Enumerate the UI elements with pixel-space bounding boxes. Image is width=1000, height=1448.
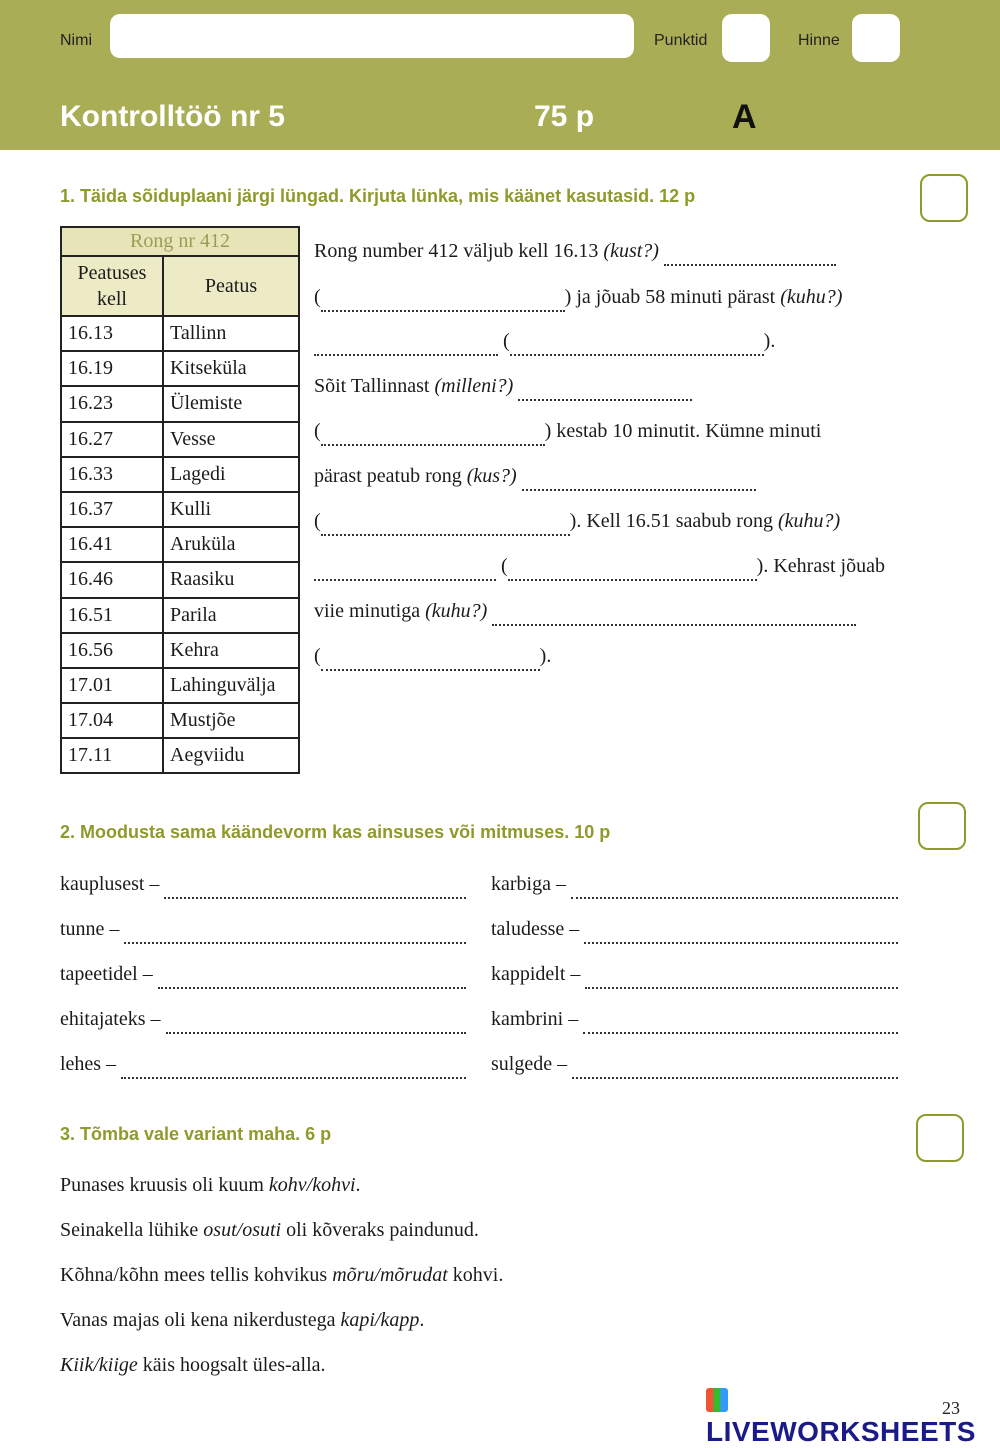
timetable-row	[61, 598, 299, 633]
source-word: tapeetidel –	[60, 963, 153, 985]
word-answer[interactable]	[124, 920, 466, 944]
timetable-row	[61, 386, 299, 421]
liveworksheets-logo: LIVEWORKSHEETS	[706, 1384, 1000, 1448]
stop-name: Lagedi	[163, 457, 299, 492]
word-row	[491, 918, 898, 944]
variant-letter: A	[732, 98, 757, 136]
stop-name: Vesse	[163, 422, 299, 457]
stop-name: Raasiku	[163, 562, 299, 597]
source-word: taludesse –	[491, 918, 580, 940]
text-line: ( ).	[314, 645, 551, 671]
stop-name: Kulli	[163, 492, 299, 527]
text-line: ( ) ja jõuab 58 minuti pärast (kuhu?)	[314, 286, 842, 312]
variant-choice[interactable]: mõru/mõrudat	[332, 1264, 448, 1286]
word-answer[interactable]	[164, 875, 466, 899]
timetable-row	[61, 738, 299, 773]
stop-name: Ülemiste	[163, 386, 299, 421]
word-answer[interactable]	[583, 1010, 898, 1034]
timetable-caption: Rong nr 412	[61, 227, 299, 256]
task1-heading: 1. Täida sõiduplaani järgi lüngad. Kirjuta lünka, mis käänet kasutasid. 12 p	[60, 186, 696, 206]
stop-name: Parila	[163, 598, 299, 633]
stop-name: Aegviidu	[163, 738, 299, 773]
stop-time: 16.23	[61, 386, 163, 421]
sentence: Kiik/kiige käis hoogsalt üles-alla.	[60, 1354, 326, 1376]
case-2[interactable]	[510, 332, 764, 356]
stop-time: 16.51	[61, 598, 163, 633]
timetable-row	[61, 316, 299, 351]
stop-time: 16.19	[61, 351, 163, 386]
grade-label: Hinne	[798, 32, 840, 49]
task2-heading: 2. Moodusta sama käändevorm kas ainsuses või mitmuses. 10 p	[60, 822, 611, 842]
source-word: ehitajateks –	[60, 1008, 161, 1030]
case-5[interactable]	[508, 557, 757, 581]
task3-heading: 3. Tõmba vale variant maha. 6 p	[60, 1124, 332, 1144]
stop-name: Lahinguvälja	[163, 668, 299, 703]
case-3[interactable]	[321, 422, 545, 446]
timetable-row	[61, 668, 299, 703]
stop-time: 16.13	[61, 316, 163, 351]
timetable-row	[61, 562, 299, 597]
text-line: viie minutiga (kuhu?)	[314, 600, 856, 626]
source-word: sulgede –	[491, 1053, 568, 1075]
points-label: Punktid	[654, 32, 708, 49]
stop-name: Kitseküla	[163, 351, 299, 386]
page-number: 23	[942, 1398, 960, 1418]
word-answer[interactable]	[571, 875, 898, 899]
answer-kuhu-3[interactable]	[492, 602, 856, 626]
answer-kuhu-2[interactable]	[314, 557, 496, 581]
word-row	[60, 918, 466, 944]
variant-choice[interactable]: kapi/kapp	[340, 1309, 420, 1331]
word-row	[491, 963, 898, 989]
source-word: tunne –	[60, 918, 120, 940]
word-answer[interactable]	[158, 965, 466, 989]
answer-kust[interactable]	[664, 242, 836, 266]
text-line: ( ). Kehrast jõuab	[314, 555, 885, 581]
points-input[interactable]	[722, 14, 770, 62]
stop-time: 17.04	[61, 703, 163, 738]
stop-name: Mustjõe	[163, 703, 299, 738]
case-1[interactable]	[321, 288, 565, 312]
source-word: karbiga –	[491, 873, 566, 895]
task2-points-box[interactable]	[918, 802, 966, 850]
timetable-row	[61, 703, 299, 738]
stop-time: 16.56	[61, 633, 163, 668]
task1-points-box[interactable]	[920, 174, 968, 222]
text-line: ( ).	[314, 330, 775, 356]
stop-name: Kehra	[163, 633, 299, 668]
text-line: Rong number 412 väljub kell 16.13 (kust?)	[314, 240, 836, 266]
stop-time: 16.27	[61, 422, 163, 457]
answer-milleni[interactable]	[518, 377, 692, 401]
text-line: ( ) kestab 10 minutit. Kümne minuti	[314, 420, 821, 446]
source-word: kauplusest –	[60, 873, 160, 895]
variant-choice[interactable]: osut/osuti	[203, 1219, 282, 1241]
text-line: pärast peatub rong (kus?)	[314, 465, 756, 491]
logo-mark-icon	[706, 1388, 728, 1412]
text-line: Sõit Tallinnast (milleni?)	[314, 375, 692, 401]
source-word: lehes –	[60, 1053, 117, 1075]
case-4[interactable]	[321, 512, 570, 536]
word-row	[491, 873, 898, 899]
timetable-row	[61, 422, 299, 457]
timetable-row	[61, 492, 299, 527]
word-row	[491, 1008, 898, 1034]
sentence: Seinakella lühike osut/osuti oli kõveraks paindunud.	[60, 1219, 479, 1241]
source-word: kambrini –	[491, 1008, 579, 1030]
stop-time: 16.41	[61, 527, 163, 562]
word-answer[interactable]	[166, 1010, 466, 1034]
variant-choice[interactable]: Kiik/kiige	[60, 1354, 138, 1376]
timetable-row	[61, 351, 299, 386]
variant-choice[interactable]: kohv/kohvi	[268, 1174, 356, 1196]
page-title: Kontrolltöö nr 5	[60, 100, 285, 133]
answer-kus[interactable]	[522, 467, 756, 491]
word-row	[60, 1008, 466, 1034]
header-band	[0, 0, 1000, 150]
text-line: ( ). Kell 16.51 saabub rong (kuhu?)	[314, 510, 840, 536]
word-row	[60, 1053, 466, 1079]
word-answer[interactable]	[585, 965, 898, 989]
name-input[interactable]	[110, 14, 634, 58]
stop-name: Aruküla	[163, 527, 299, 562]
stop-time: 16.37	[61, 492, 163, 527]
timetable-row	[61, 457, 299, 492]
stop-time: 17.01	[61, 668, 163, 703]
name-label: Nimi	[60, 32, 92, 49]
case-6[interactable]	[321, 647, 540, 671]
col-header-time: Peatuses kell	[61, 256, 163, 316]
task3-points-box[interactable]	[916, 1114, 964, 1162]
word-answer[interactable]	[121, 1055, 466, 1079]
sentence: Vanas majas oli kena nikerdustega kapi/kapp.	[60, 1309, 425, 1331]
stop-time: 16.46	[61, 562, 163, 597]
col-header-stop: Peatus	[163, 256, 299, 316]
timetable-row	[61, 633, 299, 668]
stop-time: 16.33	[61, 457, 163, 492]
word-row	[60, 873, 466, 899]
sentence: Kõhna/kõhn mees tellis kohvikus mõru/mõrudat kohvi.	[60, 1264, 504, 1286]
timetable-row	[61, 527, 299, 562]
answer-kuhu-1[interactable]	[314, 332, 498, 356]
word-row	[60, 963, 466, 989]
source-word: kappidelt –	[491, 963, 581, 985]
stop-name: Tallinn	[163, 316, 299, 351]
stop-time: 17.11	[61, 738, 163, 773]
word-answer[interactable]	[572, 1055, 898, 1079]
total-points: 75 p	[534, 100, 595, 133]
timetable	[60, 226, 300, 774]
word-row	[491, 1053, 898, 1079]
sentence: Punases kruusis oli kuum kohv/kohvi.	[60, 1174, 361, 1196]
word-answer[interactable]	[584, 920, 898, 944]
grade-input[interactable]	[852, 14, 900, 62]
